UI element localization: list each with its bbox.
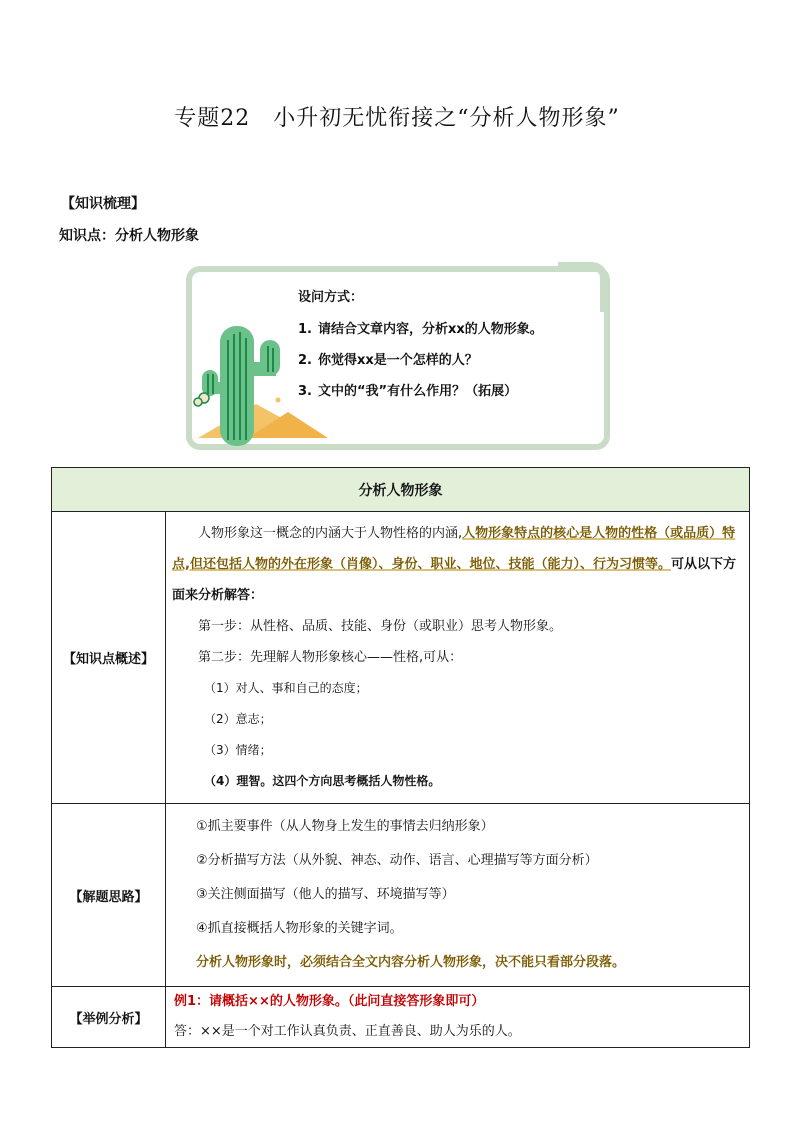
question-item [298, 380, 543, 399]
question-style-card [168, 262, 608, 452]
row-label-overview: 【知识点概述】 [52, 512, 166, 804]
pebble-icon [276, 398, 281, 403]
trait-item: （3）情绪； [204, 743, 272, 757]
row-label-example: 【举例分析】 [52, 987, 166, 1048]
overview-intro [172, 518, 743, 611]
analysis-table [51, 467, 750, 1048]
table-row-overview [52, 512, 750, 804]
method-item: ④抓直接概括人物形象的关键字词。 [196, 921, 403, 936]
step-one: 第一步：从性格、品质、技能、身份（或职业）思考人物形象。 [198, 619, 563, 634]
document-title: 专题22 小升初无忧衔接之“分析人物形象” [174, 106, 620, 131]
method-item: ②分析描写方法（从外貌、神态、动作、语言、心理描写等方面分析） [196, 853, 598, 868]
trait-item: （2）意志； [204, 712, 272, 726]
section-heading: 【知识梳理】 [61, 196, 145, 212]
question-number: 2. [298, 353, 312, 368]
question-list [298, 286, 543, 411]
question-number: 3. [298, 384, 312, 399]
table-row-approach [52, 804, 750, 987]
question-item [298, 318, 543, 337]
question-item [298, 349, 543, 368]
knowledge-point-label: 知识点：分析人物形象 [59, 228, 199, 244]
approach-conclusion: 分析人物形象时，必须结合全文内容分析人物形象，决不能只看部分段落。 [196, 955, 626, 970]
question-heading: 设问方式： [298, 290, 364, 305]
example-question: 例1：请概括××的人物形象。（此问直接答形象即可） [174, 994, 485, 1009]
intro-plain: 人物形象这一概念的内涵大于人物性格的内涵, [198, 526, 463, 541]
question-text: 请结合文章内容，分析xx的人物形象。 [318, 322, 543, 337]
table-header: 分析人物形象 [52, 468, 750, 512]
step-two: 第二步：先理解人物形象核心——性格,可从： [198, 650, 463, 665]
row-label-approach: 【解题思路】 [52, 804, 166, 987]
overview-content [166, 512, 750, 804]
intro-tail: 可从以下方面来分析解答： [172, 557, 736, 603]
cactus-icon [220, 326, 254, 446]
table-row-example [52, 987, 750, 1048]
question-text: 你觉得xx是一个怎样的人？ [318, 353, 478, 368]
method-item: ③关注侧面描写（他人的描写、环境描写等） [196, 887, 455, 902]
intro-highlight: 人物形象特点的核心是人物的性格（或品质）特点,但还包括人物的外在形象（肖像）、身份、职业、地位、技能（能力）、行为习惯等。 [172, 526, 736, 572]
method-item: ①抓主要事件（从人物身上发生的事情去归纳形象） [196, 819, 494, 834]
approach-content [166, 804, 750, 987]
question-text: 文中的“我”有什么作用？（拓展） [318, 384, 518, 399]
example-content [166, 987, 750, 1048]
trait-item: （1）对人、事和自己的态度； [204, 681, 368, 695]
question-number: 1. [298, 322, 312, 337]
example-answer: 答：××是一个对工作认真负责、正直善良、助人为乐的人。 [174, 1024, 521, 1039]
trait-item: （4）理智。这四个方向思考概括人物性格。 [204, 774, 441, 788]
